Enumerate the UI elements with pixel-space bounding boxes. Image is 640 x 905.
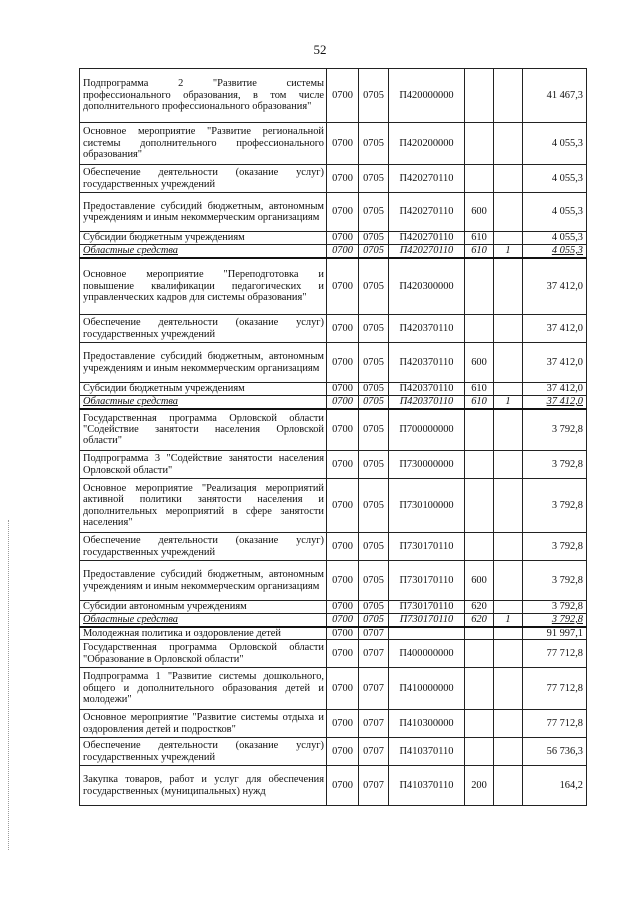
row-target-article: П410300000 (389, 710, 465, 738)
row-funding-source (494, 561, 523, 601)
row-subsection: 0705 (359, 383, 389, 396)
row-name: Подпрограмма 2 "Развитие системы профессионального образования, в том числе дополнительного профессионального образования" (80, 69, 327, 123)
row-name: Основное мероприятие "Развитие системы отдыха и оздоровления детей и подростков" (80, 710, 327, 738)
row-section: 0700 (327, 258, 359, 315)
table-row (80, 451, 587, 479)
row-amount: 37 412,0 (523, 383, 587, 396)
row-name: Областные средства (80, 396, 327, 409)
row-target-article: П420370110 (389, 343, 465, 383)
row-subsection: 0705 (359, 245, 389, 258)
table-row (80, 561, 587, 601)
row-funding-source (494, 766, 523, 806)
row-expense-type (465, 123, 494, 165)
row-funding-source (494, 193, 523, 232)
row-subsection: 0705 (359, 396, 389, 409)
row-section: 0700 (327, 640, 359, 668)
row-amount: 3 792,8 (523, 409, 587, 451)
table-row (80, 738, 587, 766)
row-amount: 3 792,8 (523, 561, 587, 601)
row-name: Областные средства (80, 614, 327, 627)
row-amount: 3 792,8 (523, 533, 587, 561)
row-target-article: П700000000 (389, 409, 465, 451)
row-subsection: 0707 (359, 668, 389, 710)
row-expense-type: 610 (465, 396, 494, 409)
row-funding-source (494, 258, 523, 315)
row-amount: 56 736,3 (523, 738, 587, 766)
row-name: Обеспечение деятельности (оказание услуг) государственных учреждений (80, 315, 327, 343)
row-target-article: П730000000 (389, 451, 465, 479)
row-subsection: 0705 (359, 232, 389, 245)
row-target-article: П410000000 (389, 668, 465, 710)
row-section: 0700 (327, 315, 359, 343)
row-amount: 3 792,8 (523, 451, 587, 479)
row-subsection: 0705 (359, 561, 389, 601)
table-row (80, 668, 587, 710)
row-amount: 37 412,0 (523, 343, 587, 383)
table-row-regional-funds (80, 396, 587, 409)
row-section: 0700 (327, 451, 359, 479)
row-target-article: П410370110 (389, 738, 465, 766)
row-section: 0700 (327, 479, 359, 533)
table-row (80, 383, 587, 396)
row-name: Предоставление субсидий бюджетным, автономным учреждениям и иным некоммерческим организациям (80, 343, 327, 383)
row-subsection: 0705 (359, 343, 389, 383)
table-row (80, 123, 587, 165)
table-row (80, 315, 587, 343)
row-funding-source: 1 (494, 614, 523, 627)
row-subsection: 0705 (359, 69, 389, 123)
row-expense-type: 620 (465, 614, 494, 627)
row-name: Предоставление субсидий бюджетным, автономным учреждениям и иным некоммерческим организациям (80, 561, 327, 601)
row-funding-source (494, 710, 523, 738)
row-target-article: П730170110 (389, 561, 465, 601)
row-section: 0700 (327, 561, 359, 601)
row-section: 0700 (327, 738, 359, 766)
table-row (80, 165, 587, 193)
table-row (80, 258, 587, 315)
row-amount: 37 412,0 (523, 258, 587, 315)
row-name: Государственная программа Орловской области "Образование в Орловской области" (80, 640, 327, 668)
row-funding-source (494, 479, 523, 533)
row-amount: 3 792,8 (523, 614, 587, 627)
row-name: Обеспечение деятельности (оказание услуг) государственных учреждений (80, 533, 327, 561)
row-target-article: П420000000 (389, 69, 465, 123)
row-amount: 4 055,3 (523, 232, 587, 245)
row-target-article: П420300000 (389, 258, 465, 315)
row-subsection: 0705 (359, 614, 389, 627)
row-target-article: П420270110 (389, 232, 465, 245)
row-name: Обеспечение деятельности (оказание услуг) государственных учреждений (80, 738, 327, 766)
row-expense-type (465, 451, 494, 479)
row-funding-source (494, 383, 523, 396)
row-expense-type: 610 (465, 232, 494, 245)
row-section: 0700 (327, 165, 359, 193)
row-target-article: П420270110 (389, 193, 465, 232)
row-funding-source (494, 165, 523, 193)
row-section: 0700 (327, 601, 359, 614)
margin-marks (8, 520, 13, 850)
row-amount: 4 055,3 (523, 123, 587, 165)
row-funding-source (494, 409, 523, 451)
row-target-article (389, 627, 465, 640)
row-name: Основное мероприятие "Развитие региональной системы дополнительного профессионального образования" (80, 123, 327, 165)
table-row (80, 627, 587, 640)
row-subsection: 0707 (359, 710, 389, 738)
row-target-article: П420370110 (389, 396, 465, 409)
row-name: Закупка товаров, работ и услуг для обеспечения государственных (муниципальных) нужд (80, 766, 327, 806)
row-expense-type: 610 (465, 383, 494, 396)
row-name: Основное мероприятие "Переподготовка и повышение квалификации педагогических и управленческих кадров для системы образования" (80, 258, 327, 315)
row-expense-type: 600 (465, 343, 494, 383)
table-row (80, 193, 587, 232)
row-funding-source: 1 (494, 245, 523, 258)
row-expense-type: 600 (465, 193, 494, 232)
row-funding-source (494, 123, 523, 165)
row-expense-type (465, 533, 494, 561)
row-amount: 77 712,8 (523, 640, 587, 668)
row-name: Предоставление субсидий бюджетным, автономным учреждениям и иным некоммерческим организациям (80, 193, 327, 232)
row-target-article: П410370110 (389, 766, 465, 806)
row-funding-source (494, 451, 523, 479)
row-expense-type (465, 479, 494, 533)
row-expense-type: 610 (465, 245, 494, 258)
row-expense-type (465, 640, 494, 668)
row-funding-source (494, 668, 523, 710)
row-amount: 3 792,8 (523, 479, 587, 533)
row-subsection: 0705 (359, 258, 389, 315)
row-expense-type (465, 165, 494, 193)
row-expense-type (465, 315, 494, 343)
row-target-article: П730170110 (389, 601, 465, 614)
row-expense-type (465, 710, 494, 738)
row-expense-type (465, 258, 494, 315)
row-subsection: 0705 (359, 601, 389, 614)
row-name: Подпрограмма 1 "Развитие системы дошкольного, общего и дополнительного образования детей и молодежи" (80, 668, 327, 710)
row-target-article: П730170110 (389, 614, 465, 627)
row-subsection: 0705 (359, 123, 389, 165)
table-body (80, 69, 587, 806)
table-row (80, 343, 587, 383)
row-expense-type (465, 69, 494, 123)
table-row (80, 479, 587, 533)
row-funding-source (494, 738, 523, 766)
row-funding-source (494, 69, 523, 123)
table-row (80, 710, 587, 738)
row-subsection: 0705 (359, 479, 389, 533)
row-name: Обеспечение деятельности (оказание услуг) государственных учреждений (80, 165, 327, 193)
row-name: Субсидии бюджетным учреждениям (80, 383, 327, 396)
row-section: 0700 (327, 232, 359, 245)
row-target-article: П420270110 (389, 165, 465, 193)
table-row (80, 69, 587, 123)
row-name: Молодежная политика и оздоровление детей (80, 627, 327, 640)
row-funding-source (494, 627, 523, 640)
row-amount: 4 055,3 (523, 165, 587, 193)
row-name: Областные средства (80, 245, 327, 258)
row-funding-source (494, 232, 523, 245)
row-expense-type (465, 627, 494, 640)
table-row (80, 409, 587, 451)
row-funding-source (494, 343, 523, 383)
row-subsection: 0705 (359, 165, 389, 193)
row-subsection: 0707 (359, 640, 389, 668)
row-section: 0700 (327, 668, 359, 710)
row-section: 0700 (327, 766, 359, 806)
row-expense-type (465, 738, 494, 766)
row-target-article: П420370110 (389, 383, 465, 396)
row-target-article: П420200000 (389, 123, 465, 165)
budget-table (79, 68, 587, 806)
row-target-article: П420370110 (389, 315, 465, 343)
row-section: 0700 (327, 343, 359, 383)
row-amount: 77 712,8 (523, 710, 587, 738)
row-section: 0700 (327, 710, 359, 738)
row-name: Государственная программа Орловской области "Содействие занятости населения Орловской области" (80, 409, 327, 451)
row-amount: 37 412,0 (523, 396, 587, 409)
row-expense-type: 620 (465, 601, 494, 614)
row-section: 0700 (327, 69, 359, 123)
row-amount: 164,2 (523, 766, 587, 806)
row-expense-type: 200 (465, 766, 494, 806)
row-amount: 3 792,8 (523, 601, 587, 614)
row-amount: 4 055,3 (523, 245, 587, 258)
row-section: 0700 (327, 123, 359, 165)
row-section: 0700 (327, 245, 359, 258)
row-amount: 41 467,3 (523, 69, 587, 123)
row-target-article: П730100000 (389, 479, 465, 533)
row-funding-source (494, 601, 523, 614)
row-section: 0700 (327, 193, 359, 232)
row-section: 0700 (327, 409, 359, 451)
table-row (80, 640, 587, 668)
page-number: 52 (313, 42, 327, 57)
row-expense-type (465, 668, 494, 710)
table-row-regional-funds (80, 245, 587, 258)
row-section: 0700 (327, 627, 359, 640)
row-target-article: П420270110 (389, 245, 465, 258)
row-subsection: 0707 (359, 766, 389, 806)
row-subsection: 0705 (359, 533, 389, 561)
row-subsection: 0705 (359, 451, 389, 479)
row-name: Подпрограмма 3 "Содействие занятости населения Орловской области" (80, 451, 327, 479)
table-row (80, 766, 587, 806)
row-funding-source: 1 (494, 396, 523, 409)
row-section: 0700 (327, 383, 359, 396)
row-amount: 4 055,3 (523, 193, 587, 232)
table-row (80, 601, 587, 614)
row-funding-source (494, 640, 523, 668)
row-expense-type: 600 (465, 561, 494, 601)
row-subsection: 0707 (359, 627, 389, 640)
table-row (80, 232, 587, 245)
row-funding-source (494, 315, 523, 343)
row-name: Субсидии бюджетным учреждениям (80, 232, 327, 245)
row-target-article: П730170110 (389, 533, 465, 561)
row-section: 0700 (327, 396, 359, 409)
row-subsection: 0705 (359, 315, 389, 343)
row-name: Основное мероприятие "Реализация мероприятий активной политики занятости населения и дополнительных мероприятий в сфере занятости населения" (80, 479, 327, 533)
row-subsection: 0707 (359, 738, 389, 766)
row-section: 0700 (327, 533, 359, 561)
row-expense-type (465, 409, 494, 451)
row-subsection: 0705 (359, 409, 389, 451)
row-subsection: 0705 (359, 193, 389, 232)
row-amount: 91 997,1 (523, 627, 587, 640)
table-row-regional-funds (80, 614, 587, 627)
row-section: 0700 (327, 614, 359, 627)
table-row (80, 533, 587, 561)
row-amount: 37 412,0 (523, 315, 587, 343)
row-name: Субсидии автономным учреждениям (80, 601, 327, 614)
row-amount: 77 712,8 (523, 668, 587, 710)
row-target-article: П400000000 (389, 640, 465, 668)
row-funding-source (494, 533, 523, 561)
